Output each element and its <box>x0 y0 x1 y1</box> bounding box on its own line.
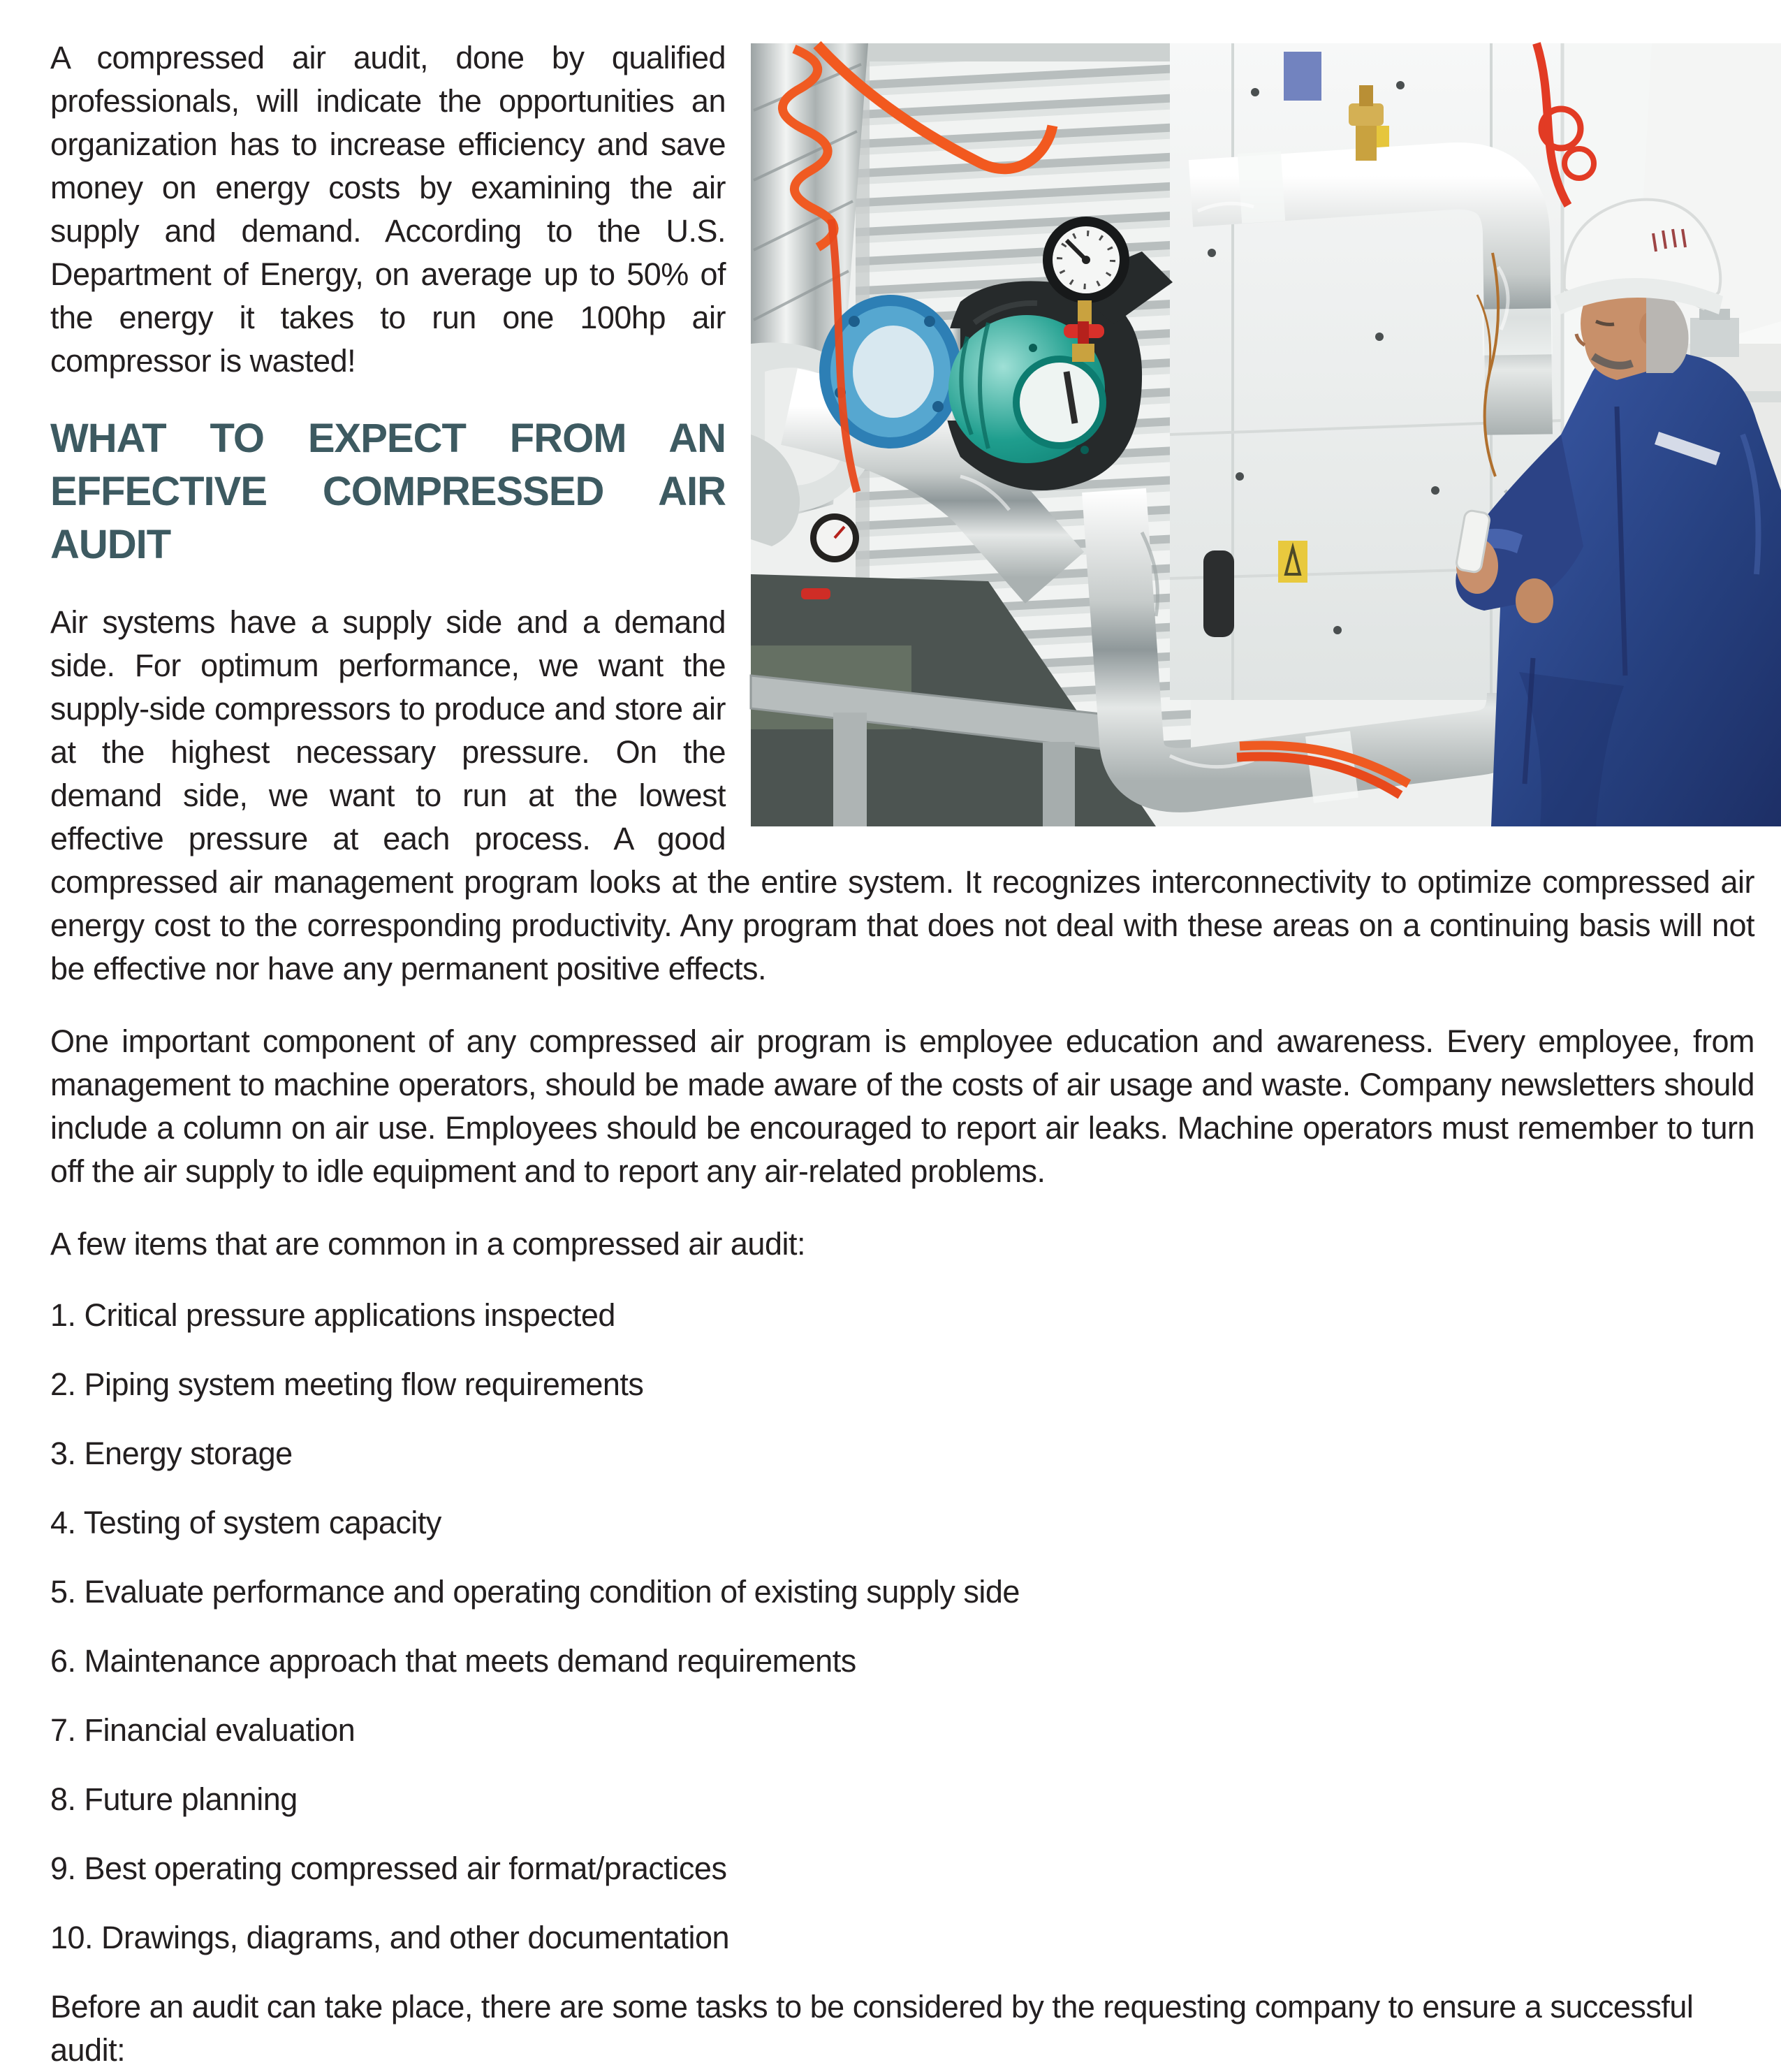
audit-list-item-1: 1. Critical pressure applications inspected <box>50 1297 615 1333</box>
blue-label <box>1284 52 1321 101</box>
pump-label <box>1016 359 1103 446</box>
photo-compressed-air-technician <box>751 43 1781 826</box>
audit-list-item-9: 9. Best operating compressed air format/practices <box>50 1851 727 1886</box>
section-heading: WHAT TO EXPECT FROM AN EFFECTIVE COMPRESSED AIR AUDIT <box>50 416 726 567</box>
supply-demand-paragraph: Air systems have a supply side and a demand side. For optimum performance, we want the supply-side compressors to produce and store air at the highest necessary pressure. On the demand side, we want to run at the lowest effective pressure at each process. A good compressed air management program looks at the entire system. It recognizes interconnectivity to optimize compressed air energy cost to the corresponding productivity. Any program that does not deal with these areas on a continuing basis will not be effective nor have any permanent positive effects. <box>50 604 1754 986</box>
audit-list-item-2: 2. Piping system meeting flow requirements <box>50 1366 644 1402</box>
panel-handle <box>1203 550 1234 637</box>
education-paragraph: One important component of any compressed air program is employee education and awareness. Every employee, from management to machine operators, should be made aware of the costs of air usage and waste. Company newsletters should include a column on air use. Employees should be encouraged to report air leaks. Machine operators must remember to turn off the air supply to idle equipment and to report any air-related problems. <box>50 1023 1754 1189</box>
audit-list-item-6: 6. Maintenance approach that meets demand requirements <box>50 1643 856 1679</box>
audit-list-item-3: 3. Energy storage <box>50 1436 293 1471</box>
audit-list-item-4: 4. Testing of system capacity <box>50 1505 441 1540</box>
closing-line: Before an audit can take place, there are some tasks to be considered by the requesting company to ensure a successful audit: <box>50 1989 1694 2068</box>
audit-list-item-8: 8. Future planning <box>50 1781 298 1817</box>
article-body <box>50 36 1754 2072</box>
audit-list-item-7: 7. Financial evaluation <box>50 1712 356 1748</box>
rooftop-ahu-illustration <box>751 43 1781 826</box>
audit-list-item-5: 5. Evaluate performance and operating condition of existing supply side <box>50 1574 1020 1610</box>
intro-paragraph: A compressed air audit, done by qualified professionals, will indicate the opportunities an organization has to increase efficiency and save money on energy costs by examining the air supply and demand. According to the U.S. Department of Energy, on average up to 50% of the energy it takes to run one 100hp air compressor is wasted! <box>50 40 726 379</box>
audit-list-item-10: 10. Drawings, diagrams, and other documentation <box>50 1920 730 1955</box>
audit-list-intro: A few items that are common in a compressed air audit: <box>50 1226 805 1262</box>
